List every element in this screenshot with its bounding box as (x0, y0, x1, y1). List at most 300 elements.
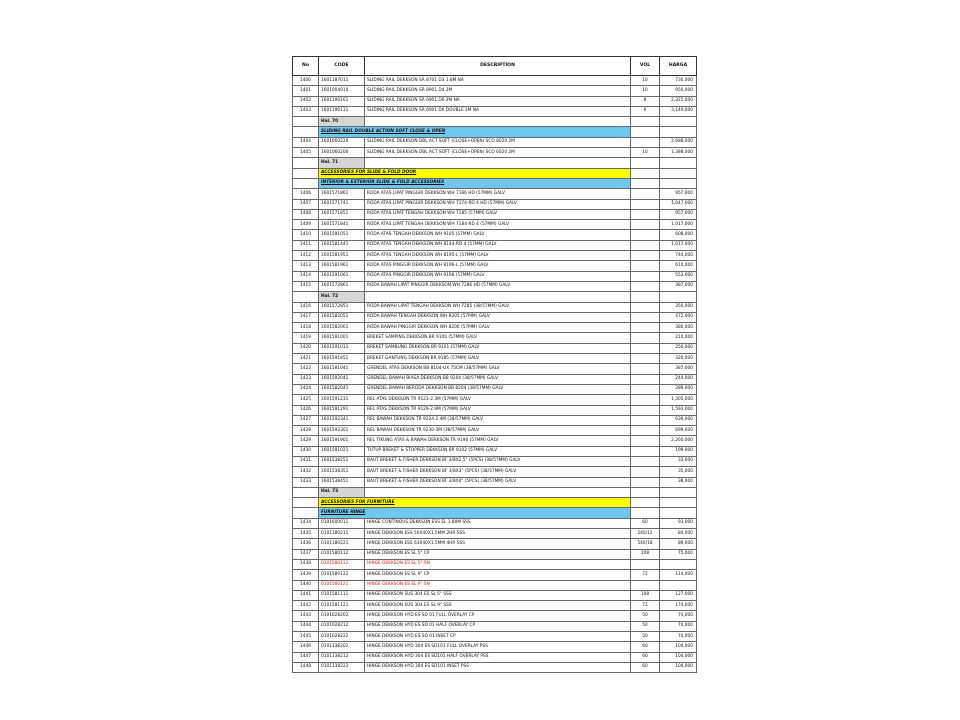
row-no-empty (293, 487, 319, 497)
row-no: 1425 (293, 395, 319, 405)
row-vol (631, 446, 660, 456)
row-description: SLIDING RAIL DEKKSON SR 6901 D6 DOUBLE 3M NA (365, 106, 631, 116)
row-description-empty (365, 158, 631, 168)
row-code: 0101138202 (319, 642, 365, 652)
row-harga: 472,000 (660, 312, 697, 322)
table-row (293, 86, 697, 96)
row-code: 0101028202 (319, 611, 365, 621)
row-vol (631, 467, 660, 477)
row-description: HINGE DEKKSON HYD ES SD 01 FULL OVERLAY CP (365, 611, 631, 621)
row-harga: 174,000 (660, 601, 697, 611)
row-description: BREKET GANTUNG DEKKSON BR 9185 (57MM) GALV (365, 354, 631, 364)
header-row (293, 57, 697, 76)
row-vol-empty (631, 168, 660, 178)
table-row (293, 590, 697, 600)
section-heading-label: FURNITURE HINGE (319, 508, 631, 518)
category-heading-row (293, 498, 697, 508)
row-no: 1408 (293, 209, 319, 219)
row-harga: 127,000 (660, 590, 697, 600)
row-description: REL BAWAH DEKKSON TR 9224-2.4M (38/57MM) GALV (365, 415, 631, 425)
row-harga: 2,325,000 (660, 96, 697, 106)
row-description-empty (365, 117, 631, 127)
row-no-empty (293, 178, 319, 188)
row-harga-empty (660, 178, 697, 188)
row-code: 1601060220 (319, 137, 365, 147)
row-code: 1601572851 (319, 302, 365, 312)
row-vol (631, 456, 660, 466)
row-vol: 10 (631, 148, 660, 158)
row-no: 1446 (293, 642, 319, 652)
page-marker-row (293, 292, 697, 302)
table-row (293, 632, 697, 642)
row-no: 1428 (293, 426, 319, 436)
row-description: RODA ATAS LIPAT TENGAH DEKKSON WH 7184-RD 4 (57MM) GALV (365, 220, 631, 230)
row-code: 1601581441 (319, 240, 365, 250)
row-code: 0101580112 (319, 549, 365, 559)
row-no: 1404 (293, 137, 319, 147)
row-no: 1411 (293, 240, 319, 250)
table-row (293, 405, 697, 415)
header-harga: HARGA (660, 57, 697, 76)
row-code: 1601591011 (319, 343, 365, 353)
row-no: 1432 (293, 467, 319, 477)
row-vol (631, 477, 660, 487)
table-row (293, 281, 697, 291)
row-harga: 553,000 (660, 271, 697, 281)
row-harga-empty (660, 117, 697, 127)
row-code: 0101580121 (319, 580, 365, 590)
row-code: 0101028212 (319, 621, 365, 631)
row-code: 1601582061 (319, 323, 365, 333)
row-description: HINGE DEKKSON ES SL 9" SN (365, 580, 631, 590)
table-row (293, 343, 697, 353)
table-row (293, 518, 697, 528)
table-row (293, 261, 697, 271)
table-row (293, 189, 697, 199)
row-vol (631, 374, 660, 384)
row-no: 1417 (293, 312, 319, 322)
row-description: RODA ATAS TENGAH DEKKSON WH 8144-RD 4 (57MM) GALV (365, 240, 631, 250)
row-harga: 957,000 (660, 189, 697, 199)
row-code: 1601004010 (319, 86, 365, 96)
table-row (293, 271, 697, 281)
table-row (293, 209, 697, 219)
row-vol: 60 (631, 662, 660, 672)
row-vol (631, 415, 660, 425)
row-code: 0101581111 (319, 590, 365, 600)
row-description: SLIDING RAIL DEKKSON SR 8701 D3 1.8M NA (365, 76, 631, 86)
row-harga: 1,388,000 (660, 148, 697, 158)
row-harga: 1,017,000 (660, 220, 697, 230)
table-row (293, 611, 697, 621)
row-no: 1422 (293, 364, 319, 374)
row-vol (631, 209, 660, 219)
table-row (293, 354, 697, 364)
row-vol (631, 323, 660, 333)
row-harga: 957,000 (660, 209, 697, 219)
row-vol: 50 (631, 621, 660, 631)
row-no: 1436 (293, 539, 319, 549)
row-description: HINGE DEKKSON SUS 304 ES SL 5" SSS (365, 590, 631, 600)
row-vol (631, 240, 660, 250)
row-no: 1406 (293, 189, 319, 199)
table-row (293, 76, 697, 86)
row-harga: 74,000 (660, 621, 697, 631)
row-no: 1441 (293, 590, 319, 600)
row-code: 1601581951 (319, 251, 365, 261)
row-no: 1416 (293, 302, 319, 312)
row-no: 1423 (293, 374, 319, 384)
row-description: HINGE DEKKSON HYD ES SD 01 INSET CP (365, 632, 631, 642)
row-harga-empty (660, 127, 697, 137)
row-vol: 72 (631, 601, 660, 611)
row-code: 1601581041 (319, 364, 365, 374)
row-vol (631, 312, 660, 322)
row-description: REL TIKUNG ATAS & BAWAH DEKKSON TR 9190 (57MM) GALV (365, 436, 631, 446)
row-code: 1601571841 (319, 220, 365, 230)
row-no: 1421 (293, 354, 319, 364)
row-harga-empty (660, 487, 697, 497)
row-vol: 10 (631, 86, 660, 96)
row-vol (631, 230, 660, 240)
row-description: BAUT BREKET & FISHER DEKKSON BF 3/8X2.5" (5PCS) (38/57MM) GALV (365, 456, 631, 466)
table-row (293, 570, 697, 580)
table-row (293, 148, 697, 158)
row-harga: 380,000 (660, 323, 697, 333)
page-marker-label: Hal. 71 (319, 158, 365, 168)
row-description: BAUT BREKET & FISHER DEKKSON BF 3/8X4" (5PCS) (38/57MM) GALV (365, 477, 631, 487)
table-row (293, 559, 697, 569)
row-no: 1418 (293, 323, 319, 333)
row-vol: 60 (631, 642, 660, 652)
row-harga: 75,000 (660, 549, 697, 559)
table-row (293, 529, 697, 539)
row-code: 1601582041 (319, 384, 365, 394)
row-harga: 1,017,000 (660, 240, 697, 250)
row-harga: 350,000 (660, 302, 697, 312)
row-code: 1601592041 (319, 374, 365, 384)
row-no: 1448 (293, 662, 319, 672)
row-harga: 744,000 (660, 251, 697, 261)
table-row (293, 662, 697, 672)
row-description-empty (365, 487, 631, 497)
row-code: 1601572861 (319, 281, 365, 291)
row-description: GRENDEL ATAS DEKKSON BB 8104-UX 75CM (38/57MM) GALV (365, 364, 631, 374)
row-harga: 104,000 (660, 652, 697, 662)
row-harga: 114,000 (660, 570, 697, 580)
table-row (293, 621, 697, 631)
header-no: No (293, 57, 319, 76)
row-description: RODA ATAS LIPAT TENGAH DEKKSON WH 7185 (57MM) GALV (365, 209, 631, 219)
table-row (293, 96, 697, 106)
row-description: RODA ATAS TENGAH DEKKSON WH 9105 (57MM) GALV (365, 230, 631, 240)
row-vol-empty (631, 498, 660, 508)
row-description: HINGE DEKKSON ES SL 5" SN (365, 559, 631, 569)
row-description: RODA BAWAH LIPAT TENGAH DEKKSON WH 7285 (38/57MM) GALV (365, 302, 631, 312)
row-no: 1420 (293, 343, 319, 353)
row-no-empty (293, 292, 319, 302)
row-code: 1601591901 (319, 436, 365, 446)
row-harga: 84,000 (660, 529, 697, 539)
row-description: SLIDING RAIL DEKKSON SR 8901 D4 2M (365, 86, 631, 96)
row-no: 1405 (293, 148, 319, 158)
row-no: 1430 (293, 446, 319, 456)
row-no-empty (293, 168, 319, 178)
row-harga: 38,000 (660, 477, 697, 487)
category-heading-row (293, 168, 697, 178)
table-row (293, 364, 697, 374)
row-code: 1601581961 (319, 261, 365, 271)
row-vol: 240/12 (631, 529, 660, 539)
row-vol: 108 (631, 549, 660, 559)
section-heading-label: ACCESSORIES FOR SLIDE & FOLD DOOR (319, 168, 631, 178)
row-no: 1429 (293, 436, 319, 446)
table-row (293, 106, 697, 116)
row-vol: 60 (631, 652, 660, 662)
row-code: 1601591851 (319, 354, 365, 364)
page-marker-row (293, 117, 697, 127)
row-no: 1443 (293, 611, 319, 621)
row-code: 0101180221 (319, 539, 365, 549)
table-row (293, 384, 697, 394)
row-vol: 108 (631, 590, 660, 600)
page-marker-row (293, 487, 697, 497)
row-vol (631, 251, 660, 261)
table-row (293, 230, 697, 240)
row-harga: 730,000 (660, 76, 697, 86)
subcategory-heading-row (293, 508, 697, 518)
row-no: 1442 (293, 601, 319, 611)
row-description: RODA BAWAH PINGGIR DEKKSON WH 8206 (57MM) GALV (365, 323, 631, 333)
row-harga: 1,305,000 (660, 395, 697, 405)
row-code: 0101180211 (319, 529, 365, 539)
subcategory-heading-row (293, 178, 697, 188)
row-description: REL ATAS DEKKSON TR 9129-2.9M (57MM) GALV (365, 405, 631, 415)
row-no: 1447 (293, 652, 319, 662)
row-code: 0101580111 (319, 559, 365, 569)
table-body (293, 76, 697, 673)
row-harga: 104,000 (660, 642, 697, 652)
row-no: 1409 (293, 220, 319, 230)
row-code: 1601538251 (319, 456, 365, 466)
row-description: BAUT BREKET & FISHER DEKKSON BF 3/8X3" (5PCS) (38/57MM) GALV (365, 467, 631, 477)
row-description: RODA ATAS LIPAT PINGGIR DEKKSON WH 7174-RD 4 HD (57MM) GALV (365, 199, 631, 209)
row-description: HINGE CONTINOUS DEKKSON ESS EL 1.80M SSS (365, 518, 631, 528)
row-code: 1601591021 (319, 446, 365, 456)
row-description: HINGE DEKKSON HYD 304 ES SD101 HALF OVERLAY PSS (365, 652, 631, 662)
row-description: HINGE DEKKSON SUS 304 ES SL 9" SSS (365, 601, 631, 611)
row-harga: 93,000 (660, 518, 697, 528)
row-vol (631, 354, 660, 364)
table-row (293, 446, 697, 456)
row-description: HINGE DEKKSON ES SL 5" CP (365, 549, 631, 559)
row-vol-empty (631, 117, 660, 127)
table-row (293, 240, 697, 250)
row-harga: 35,000 (660, 467, 697, 477)
table-row (293, 199, 697, 209)
row-harga: 199,000 (660, 446, 697, 456)
row-code: 1601060200 (319, 148, 365, 158)
table-row (293, 415, 697, 425)
row-vol: 10 (631, 76, 660, 86)
table-row (293, 652, 697, 662)
row-harga: 74,000 (660, 611, 697, 621)
row-harga: 89,000 (660, 539, 697, 549)
row-no-empty (293, 498, 319, 508)
table-row (293, 601, 697, 611)
row-no: 1426 (293, 405, 319, 415)
table-row (293, 137, 697, 147)
row-vol (631, 333, 660, 343)
row-description: RODA BAWAH LIPAT PINGGIR DEKKSON WH 7286 HD (57MM) GALV (365, 281, 631, 291)
row-description: REL ATAS DEKKSON TR 9123-2.3M (57MM) GALV (365, 395, 631, 405)
row-vol (631, 220, 660, 230)
row-harga: 33,000 (660, 456, 697, 466)
row-description: HINGE DEKKSON HYD ES SD 01 HALF OVERLAY CP (365, 621, 631, 631)
price-list-table (292, 56, 697, 673)
row-vol (631, 302, 660, 312)
row-code: 1601571861 (319, 189, 365, 199)
row-no: 1424 (293, 384, 319, 394)
table-row (293, 539, 697, 549)
row-code: 1601571741 (319, 199, 365, 209)
row-description: HINGE DEKKSON ES SL 9" CP (365, 570, 631, 580)
row-harga (660, 580, 697, 590)
row-vol-empty (631, 178, 660, 188)
row-vol (631, 137, 660, 147)
row-code: 0101028222 (319, 632, 365, 642)
row-harga-empty (660, 508, 697, 518)
row-vol (631, 189, 660, 199)
row-vol-empty (631, 158, 660, 168)
row-no: 1410 (293, 230, 319, 240)
row-vol (631, 281, 660, 291)
row-vol-empty (631, 292, 660, 302)
row-description: HINGE DEKKSON HYD 304 ES SD101 INSET PSS (365, 662, 631, 672)
table-row (293, 333, 697, 343)
row-no: 1415 (293, 281, 319, 291)
table-row (293, 477, 697, 487)
row-code: 0101138212 (319, 652, 365, 662)
row-vol: 72 (631, 570, 660, 580)
header-code: CODE (319, 57, 365, 76)
row-harga: 699,000 (660, 426, 697, 436)
row-no-empty (293, 127, 319, 137)
row-harga: 244,000 (660, 374, 697, 384)
row-harga: 214,000 (660, 333, 697, 343)
table-row (293, 312, 697, 322)
row-description: TUTUP BREKET & STOPPER DEKKSON BR 9102 (57MM) GALV (365, 446, 631, 456)
row-description: SLIDING RAIL DEKKSON DBL ACT SOFT (CLOSE+OPEN) SCO 6020 2M (365, 148, 631, 158)
row-harga: 639,000 (660, 415, 697, 425)
row-code: 1601571851 (319, 209, 365, 219)
row-description: BREKET SAMBUNG DEKKSON BR 9101 (57MM) GALV (365, 343, 631, 353)
header-vol: VOL (631, 57, 660, 76)
row-code: 0101581121 (319, 601, 365, 611)
row-vol (631, 559, 660, 569)
row-harga: 320,000 (660, 354, 697, 364)
table-row (293, 323, 697, 333)
row-vol (631, 436, 660, 446)
row-harga: 387,000 (660, 364, 697, 374)
table-header (293, 57, 697, 76)
row-code: 1601190161 (319, 96, 365, 106)
row-harga: 608,000 (660, 230, 697, 240)
row-code: 1601538351 (319, 467, 365, 477)
row-no: 1407 (293, 199, 319, 209)
section-heading-label: SLIDING RAIL DOUBLE ACTION SOFT CLOSE & OPEN (319, 127, 631, 137)
page-marker-label: Hal. 73 (319, 487, 365, 497)
row-description: RODA BAWAH TENGAH DEKKSON WH 8205 (57MM) GALV (365, 312, 631, 322)
row-harga-empty (660, 498, 697, 508)
row-vol: 50 (631, 632, 660, 642)
row-no: 1434 (293, 518, 319, 528)
page-marker-label: Hal. 70 (319, 117, 365, 127)
row-description: REL BAWAH DEKKSON TR 9230-3M (38/57MM) GALV (365, 426, 631, 436)
row-no: 1427 (293, 415, 319, 425)
table-row (293, 580, 697, 590)
row-harga: 1,593,000 (660, 405, 697, 415)
row-harga-empty (660, 158, 697, 168)
row-harga-empty (660, 168, 697, 178)
row-harga: 250,000 (660, 343, 697, 353)
row-vol: 8 (631, 96, 660, 106)
row-vol: 60 (631, 518, 660, 528)
row-harga: 74,000 (660, 632, 697, 642)
row-vol (631, 343, 660, 353)
page-marker-label: Hal. 72 (319, 292, 365, 302)
row-vol (631, 199, 660, 209)
row-description-empty (365, 292, 631, 302)
row-code: 1601538451 (319, 477, 365, 487)
row-code: 1601187011 (319, 76, 365, 86)
row-description: GRENDEL BAWAH BIASA DEKKSON BB 9204 (38/57MM) GALV (365, 374, 631, 384)
table-row (293, 251, 697, 261)
row-code: 1601190131 (319, 106, 365, 116)
row-vol: 6 (631, 106, 660, 116)
row-description: GRENDEL BAWAH BERODA DEKKSON BB 8204 (38/57MM) GALV (365, 384, 631, 394)
row-harga: 2,260,000 (660, 436, 697, 446)
row-description: RODA ATAS PINGGIR DEKKSON WH 9106 (57MM) GALV (365, 271, 631, 281)
row-vol: 50 (631, 611, 660, 621)
row-harga: 3,149,000 (660, 106, 697, 116)
row-description: SLIDING RAIL DEKKSON DBL ACT SOFT (CLOSE+OPEN) SCO 8020 2M (365, 137, 631, 147)
row-no: 1412 (293, 251, 319, 261)
row-no-empty (293, 508, 319, 518)
row-vol (631, 261, 660, 271)
row-no-empty (293, 158, 319, 168)
row-vol: 540/18 (631, 539, 660, 549)
table-row (293, 220, 697, 230)
row-vol-empty (631, 508, 660, 518)
row-vol (631, 271, 660, 281)
row-harga: 104,000 (660, 662, 697, 672)
row-harga (660, 559, 697, 569)
row-vol-empty (631, 127, 660, 137)
row-description: RODA ATAS TENGAH DEKKSON WH 8195-L (57MM) GALV (365, 251, 631, 261)
section-heading-label: ACCESSORIES FOR FURNITURE (319, 498, 631, 508)
row-description: RODA ATAS PINGGIR DEKKSON WH 8196-L (57MM) GALV (365, 261, 631, 271)
row-code: 1601592341 (319, 415, 365, 425)
row-harga: 387,000 (660, 281, 697, 291)
table-row (293, 467, 697, 477)
row-description: HINGE DEKKSON HYD 304 ES SD101 FULL OVERLAY PSS (365, 642, 631, 652)
table-row (293, 395, 697, 405)
row-no: 1419 (293, 333, 319, 343)
row-vol (631, 384, 660, 394)
row-no: 1400 (293, 76, 319, 86)
row-no: 1413 (293, 261, 319, 271)
